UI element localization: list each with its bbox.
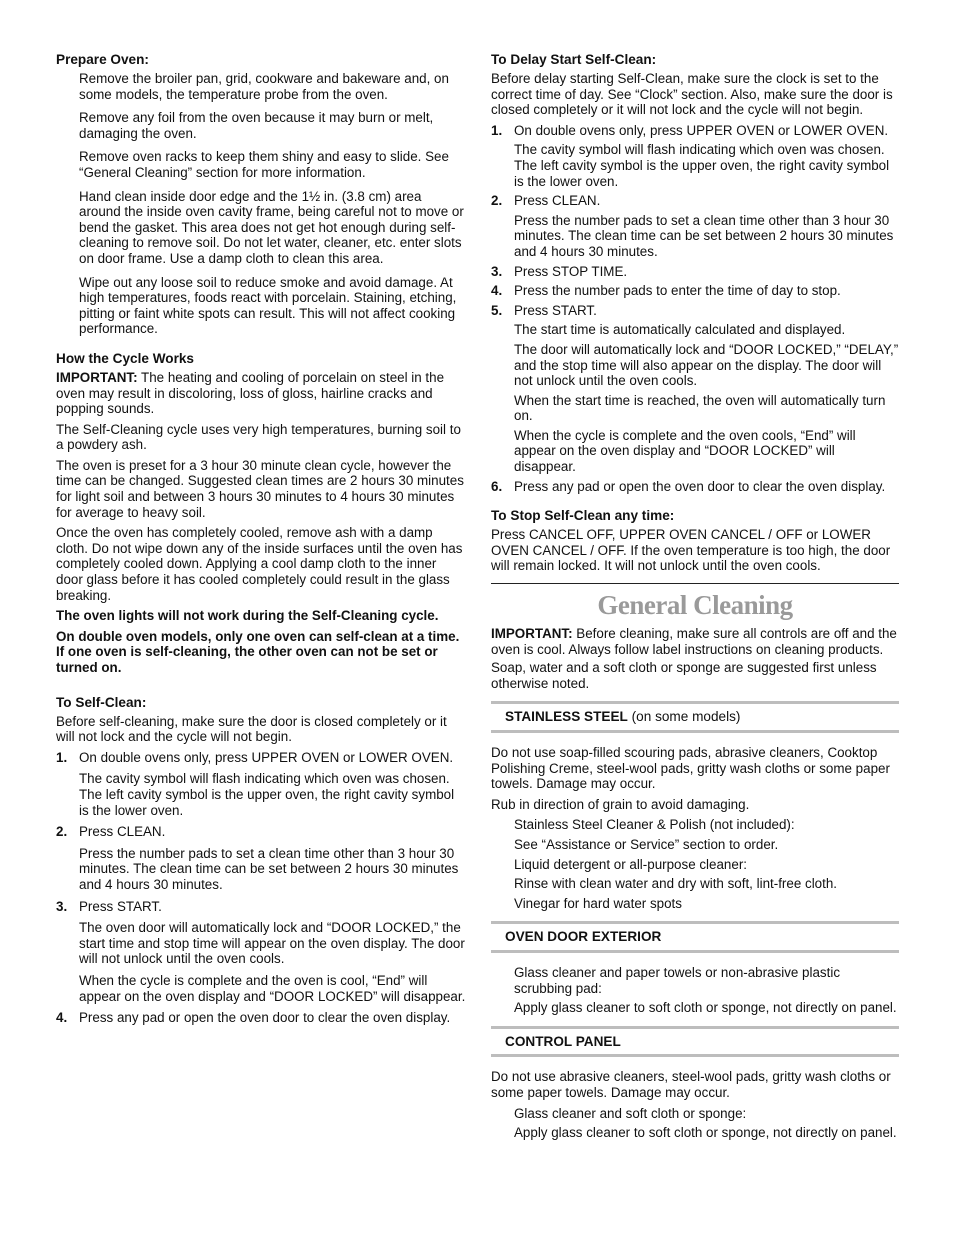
stainless-item: Rinse with clean water and dry with soft, lint-free cloth. <box>514 876 838 892</box>
stainless-item: Stainless Steel Cleaner & Polish (not included): <box>514 817 795 833</box>
prepare-item: Remove oven racks to keep them shiny and easy to slide. See “General Cleaning” section for more information. <box>79 149 449 180</box>
step-item <box>491 283 899 299</box>
step-text: Press the number pads to enter the time of day to stop. <box>514 283 841 299</box>
step-item <box>491 303 899 475</box>
control-list <box>491 1106 899 1141</box>
stainless-item: Vinegar for hard water spots <box>514 895 682 911</box>
general-paragraph: Soap, water and a soft cloth or sponge are suggested first unless otherwise noted. <box>491 660 877 691</box>
prepare-item: Hand clean inside door edge and the 1½ in. (3.8 cm) area around the inside oven cavity frame, being careful not to move or bend the gasket. This area does not get hot enough during self-cleaning to remove soil. Do not let water, cleaner, etc. enter slots on door frame. Use a damp cloth to clean this area. <box>79 188 464 266</box>
door-item: Apply glass cleaner to soft cloth or sponge, not directly on panel. <box>514 1000 897 1016</box>
step-item <box>56 1010 466 1026</box>
oven-door-exterior-header <box>491 921 899 953</box>
control-panel-title: CONTROL PANEL <box>505 1033 621 1049</box>
stainless-steel-subtitle: (on some models) <box>627 709 741 725</box>
general-cleaning-title: General Cleaning <box>597 590 793 621</box>
step-number: 3. <box>491 263 503 279</box>
step-detail: When the start time is reached, the oven will automatically turn on. <box>514 392 886 424</box>
step-detail: Press the number pads to set a clean time other than 3 hour 30 minutes. The clean time can be set between 2 hours 30 minutes and 4 hours 30 minutes. <box>79 845 459 892</box>
step-item <box>56 750 466 818</box>
how-cycle-works-section <box>56 351 466 676</box>
step-detail: The oven door will automatically lock and “DOOR LOCKED,” the start time and stop time will appear on the oven display. The door will not unlock until the oven cools. <box>79 920 465 967</box>
control-item: Glass cleaner and soft cloth or sponge: <box>514 1105 747 1121</box>
prepare-item: Remove the broiler pan, grid, cookware and bakeware and, on some models, the temperature probe from the oven. <box>79 71 449 102</box>
step-detail: The cavity symbol will flash indicating which oven was chosen. The left cavity symbol is the upper oven, the right cavity symbol is the lower oven. <box>514 142 890 189</box>
important-text: Before cleaning, make sure all controls are off and the oven is cool. Always follow label instructions on cleaning products. <box>491 626 897 657</box>
how-cycle-works-heading: How the Cycle Works <box>56 350 194 366</box>
step-text: Press START. <box>514 302 597 318</box>
general-important-note <box>491 626 899 657</box>
prepare-item: Remove any foil from the oven because it may burn or melt, damaging the oven. <box>79 110 434 141</box>
stainless-paragraph: Do not use soap-filled scouring pads, abrasive cleaners, Cooktop Polishing Creme, steel-wool pads, gritty wash cloths or some paper towels. Damage may occur. <box>491 745 890 792</box>
step-detail: The door will automatically lock and “DOOR LOCKED,” “DELAY,” and the stop time will also appear on the display. The door will not unlock until the oven cools. <box>514 341 899 389</box>
stainless-steel-title: STAINLESS STEEL <box>505 709 628 725</box>
step-text: Press STOP TIME. <box>514 263 628 279</box>
step-number: 5. <box>491 302 503 318</box>
step-item <box>491 264 899 280</box>
stop-self-clean-section <box>491 508 899 574</box>
stainless-item: See “Assistance or Service” section to order. <box>514 836 779 852</box>
step-item <box>491 193 899 259</box>
step-text: On double ovens only, press UPPER OVEN or LOWER OVEN. <box>79 749 454 765</box>
self-clean-section <box>56 695 466 1026</box>
step-item <box>491 479 899 495</box>
step-item <box>491 123 899 189</box>
step-number: 2. <box>56 824 68 840</box>
prepare-oven-heading: Prepare Oven: <box>56 52 149 67</box>
step-text: On double ovens only, press UPPER OVEN or LOWER OVEN. <box>514 122 889 138</box>
delay-start-heading: To Delay Start Self-Clean: <box>491 52 657 67</box>
step-text: Press START. <box>79 898 162 914</box>
delay-start-steps <box>491 123 899 494</box>
self-clean-intro: Before self-cleaning, make sure the door is closed completely or it will not lock and the cycle will not begin. <box>56 713 447 745</box>
door-item: Glass cleaner and paper towels or non-abrasive plastic scrubbing pad: <box>514 964 841 996</box>
paragraph: The oven is preset for a 3 hour 30 minute clean cycle, however the time can be changed. Suggested clean times are 2 hours 30 minutes for light soil and between 3 hours 30 minutes to 4 hours 30 minutes for average to heavy soil. <box>56 457 464 520</box>
paragraph: The Self-Cleaning cycle uses very high temperatures, burning soil to a powdery ash. <box>56 421 461 453</box>
step-number: 1. <box>56 749 68 765</box>
stainless-paragraph: Rub in direction of grain to avoid damaging. <box>491 796 750 812</box>
control-item: Apply glass cleaner to soft cloth or sponge, not directly on panel. <box>514 1125 897 1141</box>
step-text: Press any pad or open the oven door to clear the oven display. <box>514 478 886 494</box>
step-number: 4. <box>491 283 503 299</box>
paragraph: Once the oven has completely cooled, remove ash with a damp cloth. Do not wipe down any of the inside surfaces until the oven has completely cooled down. Applying a cool damp cloth to the inner door glass before it has cooled completely could result in the glass breaking. <box>56 525 463 603</box>
step-detail: When the cycle is complete and the oven cools, “End” will appear on the oven display and “DOOR LOCKED” will disappear. <box>514 427 856 475</box>
important-text: The heating and cooling of porcelain on steel in the oven may result in discoloring, loss of gloss, hairline cracks and popping sounds. <box>56 369 445 417</box>
bold-note: On double oven models, only one oven can self-clean at a time. If one oven is self-cleaning, the other oven can not be set or turned on. <box>56 628 460 675</box>
control-paragraph: Do not use abrasive cleaners, steel-wool pads, gritty wash cloths or some paper towels. Damage may occur. <box>491 1069 891 1100</box>
step-text: Press any pad or open the oven door to clear the oven display. <box>79 1010 451 1026</box>
self-clean-heading: To Self-Clean: <box>56 694 147 710</box>
delay-start-intro: Before delay starting Self-Clean, make sure the clock is set to the correct time of day. See “Clock” section. Also, make sure the door is closed completely or it will not lock and the cycle will not begin. <box>491 71 893 118</box>
right-column <box>491 52 899 1145</box>
important-label: IMPORTANT: <box>491 626 573 642</box>
oven-door-exterior-title: OVEN DOOR EXTERIOR <box>505 929 662 945</box>
stainless-steel-header <box>491 701 899 733</box>
stop-self-clean-text: Press CANCEL OFF, UPPER OVEN CANCEL / OFF or LOWER OVEN CANCEL / OFF. If the oven temperature is too high, the door will remain locked. It will not unlock until the oven cools. <box>491 527 891 574</box>
prepare-oven-section <box>56 52 466 337</box>
left-column <box>56 52 466 1030</box>
delay-start-section <box>491 52 899 494</box>
step-item <box>56 824 466 892</box>
step-item <box>56 899 466 1005</box>
stop-self-clean-heading: To Stop Self-Clean any time: <box>491 508 675 524</box>
step-number: 2. <box>491 193 503 209</box>
step-text: Press CLEAN. <box>514 193 601 209</box>
step-detail: The start time is automatically calculated and displayed. <box>514 322 846 338</box>
control-panel-header <box>491 1026 899 1058</box>
step-number: 1. <box>491 122 503 138</box>
stainless-item: Liquid detergent or all-purpose cleaner: <box>514 856 747 872</box>
step-detail: When the cycle is complete and the oven is cool, “End” will appear on the oven display and “DOOR LOCKED” will disappear. <box>79 972 466 1004</box>
step-text: Press CLEAN. <box>79 824 166 840</box>
step-detail: The cavity symbol will flash indicating which oven was chosen. The left cavity symbol is the upper oven, the right cavity symbol is the lower oven. <box>79 771 455 818</box>
step-number: 4. <box>56 1010 68 1026</box>
step-number: 3. <box>56 898 68 914</box>
prepare-item: Wipe out any loose soil to reduce smoke and avoid damage. At high temperatures, foods react with porcelain. Staining, etching, pitting or faint white spots can result. This will not affect cooking performance. <box>79 274 457 337</box>
step-number: 6. <box>491 478 503 494</box>
important-note <box>56 370 466 417</box>
step-detail: Press the number pads to set a clean time other than 3 hour 30 minutes. The clean time can be set between 2 hours 30 minutes and 4 hours 30 minutes. <box>514 212 894 259</box>
door-list <box>491 965 899 1016</box>
bold-note: The oven lights will not work during the Self-Cleaning cycle. <box>56 608 439 624</box>
important-label: IMPORTANT: <box>56 369 138 385</box>
stainless-list <box>491 817 899 911</box>
self-clean-steps <box>56 750 466 1026</box>
section-divider <box>491 583 899 584</box>
